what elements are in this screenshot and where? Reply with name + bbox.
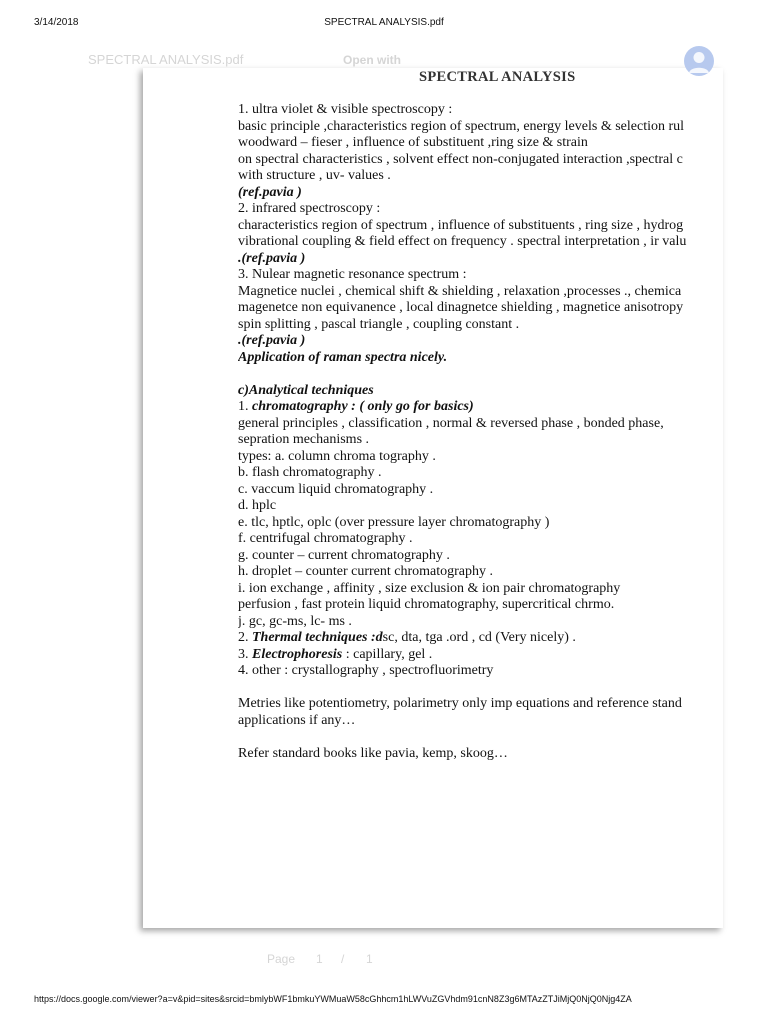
page-separator: / [341, 952, 345, 966]
paragraph-gap [238, 366, 723, 383]
document-line: Refer standard books like pavia, kemp, skoog… [238, 745, 508, 761]
document-line: types: a. column chroma tography . [238, 448, 436, 464]
line-suffix: sc, dta, tga .ord , cd (Very nicely) . [382, 630, 576, 645]
line-suffix: : capillary, gel . [342, 646, 433, 662]
document-line: spin splitting , pascal triangle , coupling constant . [238, 316, 520, 332]
line-emphasis: Electrophoresis [252, 646, 343, 662]
line-emphasis: chromatography : ( only go for basics) [252, 399, 474, 414]
document-line: on spectral characteristics , solvent effect non-conjugated interaction ,spectral c [238, 151, 683, 167]
print-header [0, 0, 768, 40]
document-line: basic principle ,characteristics region of spectrum, energy levels & selection rul [238, 118, 685, 134]
document-line: 1. ultra violet & visible spectroscopy : [238, 102, 453, 117]
document-line: 4. other : crystallography , spectrofluorimetry [238, 663, 494, 678]
document-line: perfusion , fast protein liquid chromatography, supercritical chrmo. [238, 597, 615, 612]
print-date: 3/14/2018 [34, 17, 79, 28]
paragraph-gap [238, 729, 723, 746]
line-prefix: 2. [238, 630, 252, 645]
document-line: general principles , classification , normal & reversed phase , bonded phase, [238, 415, 664, 431]
line-prefix: 1. [238, 399, 252, 414]
document-line [238, 630, 723, 647]
document-line: sepration mechanisms . [238, 432, 370, 447]
footer-url: https://docs.google.com/viewer?a=v&pid=sites&srcid=bmlybWF1bmkuYWMuaW58cGhhcm1hLWVuZGVhdm91cnN8Z3g6MTAzZTJiMjQ0NjQ0Njg4ZA [34, 994, 632, 1004]
document-line: vibrational coupling & field effect on frequency . spectral interpretation , ir valu [238, 234, 687, 249]
document-line: g. counter – current chromatography . [238, 547, 450, 563]
document-line: b. flash chromatography . [238, 465, 382, 480]
document-line: e. tlc, hptlc, oplc (over pressure layer chromatography ) [238, 514, 550, 530]
document-line: j. gc, gc-ms, lc- ms . [238, 613, 352, 629]
document-line: c. vaccum liquid chromatography . [238, 481, 434, 497]
paragraph-gap [238, 680, 723, 697]
document-line: Metries like potentiometry, polarimetry only imp equations and reference stand [238, 696, 682, 711]
document-line: c)Analytical techniques [238, 382, 374, 398]
document-line: 2. infrared spectroscopy : [238, 201, 381, 216]
open-with-button[interactable]: Open with [343, 53, 401, 67]
document-line: magenetce non equivanence , local dinagnetce shielding , magnetice anisotropy [238, 300, 684, 315]
viewer-filename: SPECTRAL ANALYSIS.pdf [88, 52, 244, 67]
document-line [238, 399, 723, 416]
line-emphasis: Thermal techniques :d [252, 630, 383, 645]
document-line: (ref.pavia ) [238, 184, 302, 200]
document-line: Magnetice nuclei , chemical shift & shielding , relaxation ,processes ., chemica [238, 283, 682, 299]
page-total: 1 [366, 952, 373, 966]
document-title: SPECTRAL ANALYSIS [419, 69, 576, 85]
document-line: with structure , uv- values . [238, 168, 391, 183]
document-line: .(ref.pavia ) [238, 250, 306, 266]
document-line: h. droplet – counter current chromatography . [238, 564, 494, 579]
document-line: 3. Nulear magnetic resonance spectrum : [238, 267, 467, 282]
print-title: SPECTRAL ANALYSIS.pdf [324, 17, 444, 28]
user-avatar-icon[interactable] [684, 46, 714, 76]
document-line [238, 647, 723, 664]
document-line: f. centrifugal chromatography . [238, 531, 413, 546]
document-line: .(ref.pavia ) [238, 333, 306, 348]
document-line: i. ion exchange , affinity , size exclusion & ion pair chromatography [238, 580, 621, 596]
document-line: woodward – fieser , influence of substituent ,ring size & strain [238, 135, 588, 150]
document-body [238, 102, 723, 762]
document-line: applications if any… [238, 712, 356, 728]
document-line: characteristics region of spectrum , influence of substituents , ring size , hydrog [238, 217, 684, 233]
document-line: Application of raman spectra nicely. [238, 349, 448, 365]
document-line: d. hplc [238, 498, 277, 513]
page-current: 1 [316, 952, 323, 966]
line-prefix: 3. [238, 646, 252, 662]
page-label: Page [267, 952, 296, 966]
